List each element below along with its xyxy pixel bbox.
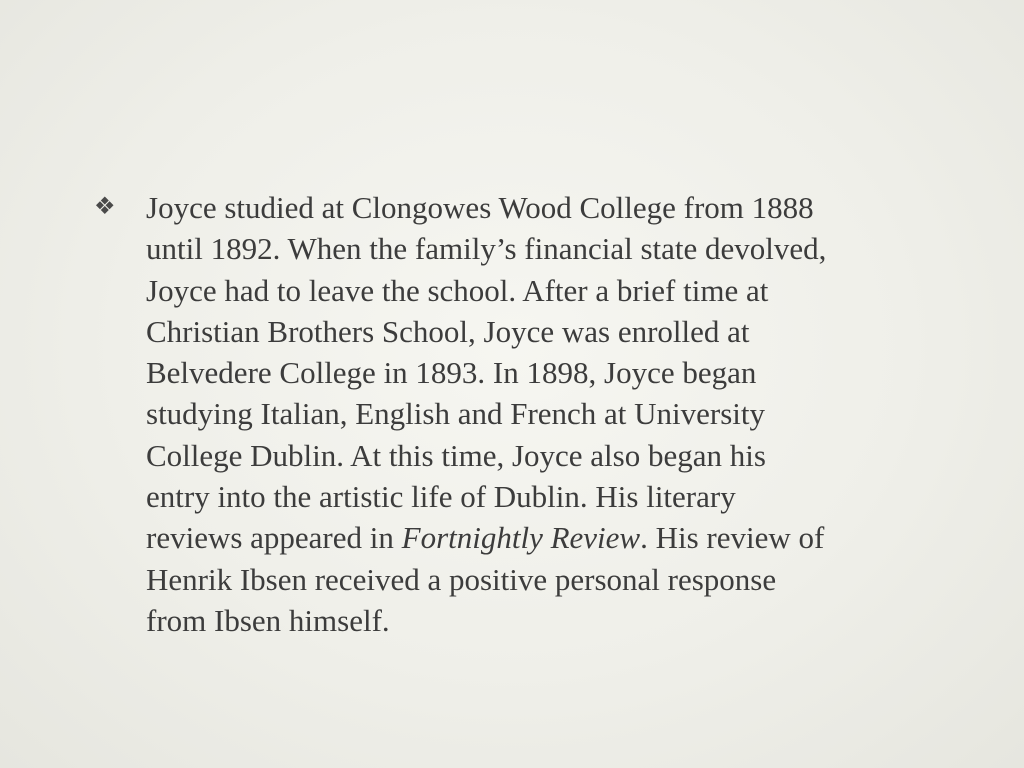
text-line: Joyce had to leave the school. After a brief time at (146, 272, 769, 308)
text-fragment: reviews appeared in (146, 520, 402, 556)
text-line: Christian Brothers School, Joyce was enrolled at (146, 313, 750, 349)
text-line: studying Italian, English and French at University (146, 396, 766, 432)
text-fragment: . His review of (640, 520, 825, 556)
bullet-paragraph (92, 187, 952, 641)
journal-title: Fortnightly Review (401, 520, 641, 556)
paragraph-text (146, 187, 952, 641)
text-line: Henrik Ibsen received a positive personal response (146, 561, 777, 597)
text-line: entry into the artistic life of Dublin. His literary (146, 479, 736, 515)
text-line: Belvedere College in 1893. In 1898, Joyce began (146, 355, 757, 391)
text-line: Joyce studied at Clongowes Wood College from 1888 (146, 190, 814, 225)
text-line (146, 517, 952, 558)
text-line: from Ibsen himself. (146, 602, 390, 638)
text-line: until 1892. When the family’s financial state devolved, (146, 231, 827, 267)
diamond-bullet-icon: ❖ (94, 194, 116, 220)
text-line: College Dublin. At this time, Joyce also began his (146, 437, 766, 473)
